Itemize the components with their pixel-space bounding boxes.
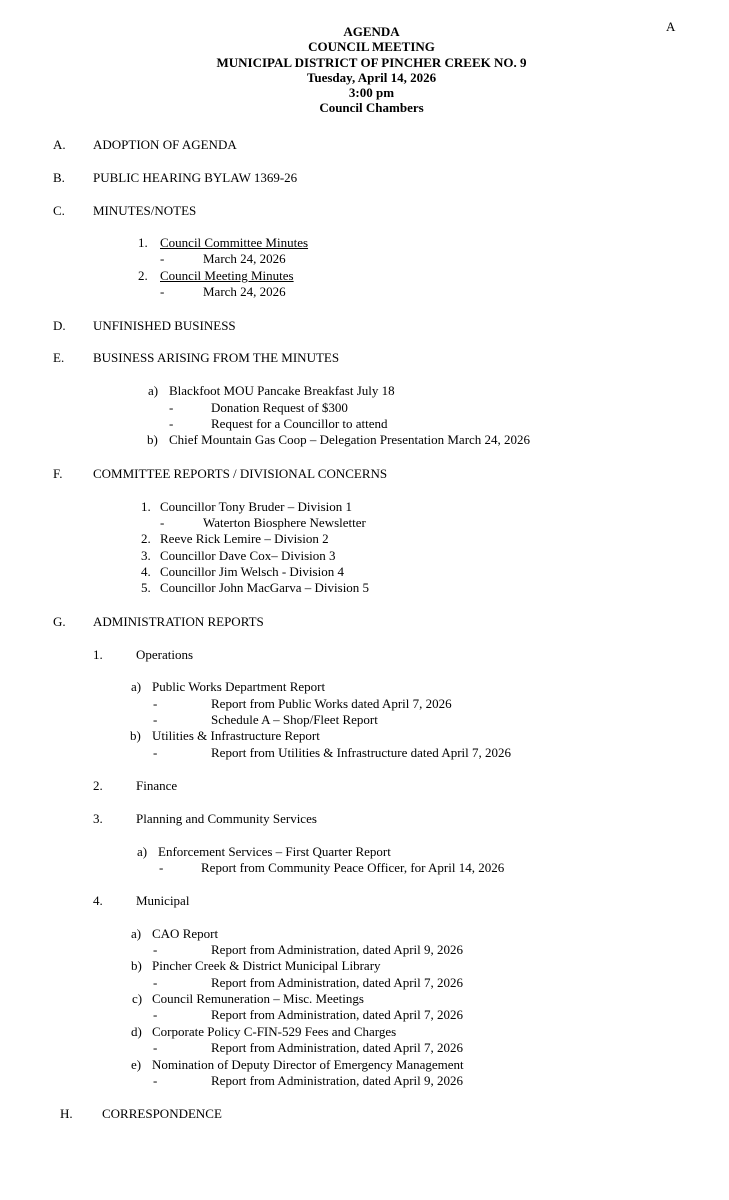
list-number: 4. (141, 564, 151, 579)
list-subitem: March 24, 2026 (203, 284, 286, 299)
subsection-title: Operations (136, 647, 194, 662)
agenda-header (0, 24, 729, 116)
list-number: 1. (141, 499, 151, 514)
list-label: a) (137, 844, 148, 859)
section-letter-h: H. (60, 1106, 73, 1121)
page-marker: A (666, 19, 676, 34)
list-subitem: Request for a Councillor to attend (211, 416, 388, 431)
section-title-f: COMMITTEE REPORTS / DIVISIONAL CONCERNS (93, 466, 388, 481)
list-number: 5. (141, 580, 151, 595)
list-label: a) (148, 383, 159, 398)
list-item-title: CAO Report (152, 926, 219, 941)
list-item-title: Council Meeting Minutes (160, 268, 294, 283)
header-district: MUNICIPAL DISTRICT OF PINCHER CREEK NO. 9 (216, 54, 527, 70)
list-dash: - (153, 1007, 158, 1022)
subsection-number: 4. (93, 893, 103, 908)
list-item-title: Corporate Policy C-FIN-529 Fees and Charges (152, 1024, 397, 1039)
list-label: a) (131, 926, 142, 941)
section-title-h: CORRESPONDENCE (102, 1106, 222, 1121)
list-dash: - (153, 1040, 158, 1055)
section-letter-f: F. (53, 466, 63, 481)
list-dash: - (153, 745, 158, 760)
list-item-title: Public Works Department Report (152, 679, 326, 694)
list-subitem: March 24, 2026 (203, 251, 286, 266)
list-subitem: Donation Request of $300 (211, 400, 348, 415)
list-dash: - (153, 712, 158, 727)
list-dash: - (169, 416, 174, 431)
section-letter-b: B. (53, 170, 65, 185)
list-number: 2. (138, 268, 148, 283)
section-title-d: UNFINISHED BUSINESS (93, 318, 236, 333)
section-title-b: PUBLIC HEARING BYLAW 1369-26 (93, 170, 298, 185)
list-dash: - (153, 942, 158, 957)
list-subitem: Report from Administration, dated April 7, 2026 (211, 975, 464, 990)
list-subitem: Report from Community Peace Officer, for April 14, 2026 (201, 860, 505, 875)
section-title-g: ADMINISTRATION REPORTS (93, 614, 264, 629)
list-item-title: Councillor Tony Bruder – Division 1 (160, 499, 353, 514)
subsection-number: 2. (93, 778, 103, 793)
list-label: b) (131, 958, 142, 973)
list-subitem: Report from Administration, dated April 9, 2026 (211, 1073, 464, 1088)
subsection-title: Finance (136, 778, 178, 793)
list-item-title: Blackfoot MOU Pancake Breakfast July 18 (169, 383, 395, 398)
list-dash: - (153, 696, 158, 711)
section-letter-c: C. (53, 203, 65, 218)
list-subitem: Waterton Biosphere Newsletter (203, 515, 366, 530)
list-item-title: Council Remuneration – Misc. Meetings (152, 991, 364, 1006)
list-label: a) (131, 679, 142, 694)
header-time: 3:00 pm (348, 85, 395, 101)
list-label: b) (130, 728, 141, 743)
list-subitem: Report from Administration, dated April 7, 2026 (211, 1007, 464, 1022)
list-label: d) (131, 1024, 142, 1039)
list-subitem: Report from Administration, dated April 7, 2026 (211, 1040, 464, 1055)
list-dash: - (160, 251, 165, 266)
list-label: e) (131, 1057, 142, 1072)
section-title-c: MINUTES/NOTES (93, 203, 197, 218)
list-dash: - (159, 860, 164, 875)
list-item-title: Nomination of Deputy Director of Emergency Management (152, 1057, 464, 1072)
header-date: Tuesday, April 14, 2026 (306, 69, 437, 85)
list-dash: - (169, 400, 174, 415)
section-title-a: ADOPTION OF AGENDA (93, 137, 237, 152)
list-item-title: Utilities & Infrastructure Report (152, 728, 320, 743)
list-item-title: Councillor Dave Cox– Division 3 (160, 548, 336, 563)
list-subitem: Report from Administration, dated April 9, 2026 (211, 942, 464, 957)
list-dash: - (160, 515, 165, 530)
list-item-title: Enforcement Services – First Quarter Report (158, 844, 391, 859)
list-item-title: Pincher Creek & District Municipal Library (152, 958, 381, 973)
list-number: 3. (141, 548, 151, 563)
list-item-title: Councillor John MacGarva – Division 5 (160, 580, 370, 595)
list-dash: - (153, 975, 158, 990)
section-letter-d: D. (53, 318, 66, 333)
list-subitem: Schedule A – Shop/Fleet Report (211, 712, 378, 727)
list-number: 1. (138, 235, 148, 250)
subsection-number: 3. (93, 811, 103, 826)
list-dash: - (153, 1073, 158, 1088)
list-label: b) (147, 432, 158, 447)
list-subitem: Report from Utilities & Infrastructure dated April 7, 2026 (211, 745, 512, 760)
header-title: AGENDA (343, 24, 400, 39)
header-location: Council Chambers (319, 100, 424, 116)
list-label: c) (132, 991, 143, 1006)
subsection-title: Planning and Community Services (136, 811, 317, 826)
section-letter-e: E. (53, 350, 65, 365)
list-dash: - (160, 284, 165, 299)
header-meeting: COUNCIL MEETING (308, 39, 435, 55)
subsection-number: 1. (93, 647, 103, 662)
list-item-title: Chief Mountain Gas Coop – Delegation Presentation March 24, 2026 (169, 432, 531, 447)
list-subitem: Report from Public Works dated April 7, 2026 (211, 696, 452, 711)
list-item-title: Reeve Rick Lemire – Division 2 (160, 531, 329, 546)
section-title-e: BUSINESS ARISING FROM THE MINUTES (93, 350, 340, 365)
list-item-title: Councillor Jim Welsch - Division 4 (160, 564, 344, 579)
section-letter-a: A. (53, 137, 66, 152)
list-number: 2. (141, 531, 151, 546)
section-letter-g: G. (53, 614, 66, 629)
list-item-title: Council Committee Minutes (160, 235, 309, 250)
subsection-title: Municipal (136, 893, 190, 908)
